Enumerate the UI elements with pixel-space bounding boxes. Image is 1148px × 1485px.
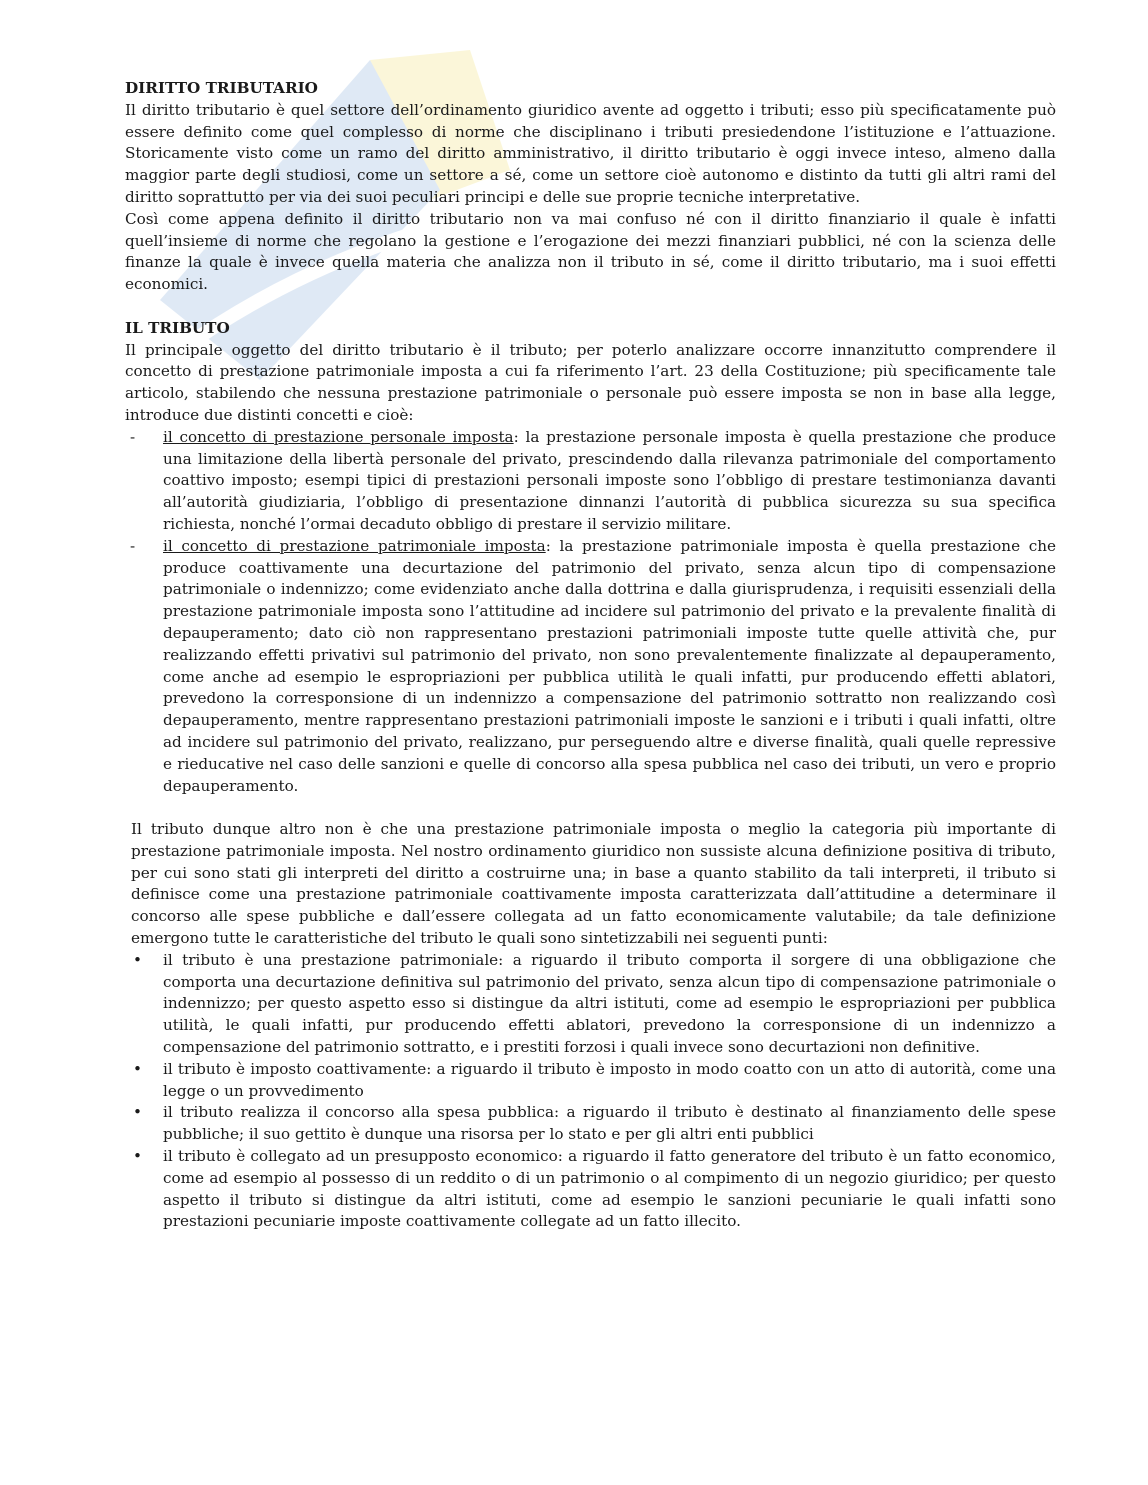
dash-marker: - [130, 427, 136, 446]
section-heading-il-tributo: IL TRIBUTO [125, 318, 230, 337]
list-item-term: il concetto di prestazione patrimoniale imposta [163, 536, 546, 555]
bullet-marker: • [133, 1059, 142, 1078]
list-item-text: il tributo realizza il concorso alla spesa pubblica: a riguardo il tributo è destinato al finanziamento delle spese pubbliche; il suo gettito è dunque una risorsa per lo stato e per gli altri enti pubblici [163, 1103, 1056, 1144]
concept-list [125, 427, 1056, 798]
document-page [125, 78, 1056, 1233]
list-item-text: il tributo è collegato ad un presupposto economico: a riguardo il fatto generatore del tributo è un fatto economico, come ad esempio al possesso di un reddito o di un patrimonio o al compimento di un negozio giuridico; per questo aspetto il tributo si distingue da altri istituti, come ad esempio le sanzioni pecuniarie le quali infatti sono prestazioni pecuniarie imposte coattivamente collegate ad un fatto illecito. [163, 1147, 1056, 1231]
spacer [125, 797, 1056, 819]
list-item [131, 1059, 1056, 1103]
section-heading-diritto-tributario: DIRITTO TRIBUTARIO [125, 79, 318, 97]
list-item [131, 1146, 1056, 1233]
spacer [125, 296, 1056, 318]
list-item [131, 950, 1056, 1059]
dash-marker: - [130, 536, 136, 555]
section-characteristics [125, 819, 1056, 1233]
list-item-text: : la prestazione personale imposta è quella prestazione che produce una limitazione della libertà personale del privato, prescindendo dalla rilevanza patrimoniale del comportamento coattivo imposto; esempi tipici di prestazioni personali imposte sono l’obbligo di prestare testimonianza davanti all’autorità giudiziaria, l’obbligo di presentazione dinnanzi l’autorità di pubblica sicurezza su sua specifica richiesta, nonché l’ormai decaduto obbligo di prestare il servizio militare. [163, 427, 1056, 533]
paragraph-tributo-definition: Il tributo dunque altro non è che una prestazione patrimoniale imposta o meglio la categoria più importante di prestazione patrimoniale imposta. Nel nostro ordinamento giuridico non sussiste alcuna definizione positiva di tributo, per cui sono stati gli interpreti del diritto a costruirne una; in base a quanto stabilito da tali interpreti, il tributo si definisce come una prestazione patrimoniale coattivamente imposta caratterizzata dall’attitudine a determinare il concorso alle spese pubbliche e dall’essere collegata ad un fatto economicamente valutabile; da tale definizione emergono tutte le caratteristiche del tributo le quali sono sintetizzabili nei seguenti punti: [131, 820, 1056, 948]
characteristics-list [131, 950, 1056, 1233]
bullet-marker: • [133, 950, 142, 969]
bullet-marker: • [133, 1147, 142, 1166]
list-item [125, 427, 1056, 536]
bullet-marker: • [133, 1103, 142, 1122]
list-item-text: il tributo è una prestazione patrimoniale: a riguardo il tributo comporta il sorgere di una obbligazione che comporta una decurtazione definitiva sul patrimonio del privato, senza alcun tipo di compensazione patrimoniale o indennizzo; per questo aspetto esso si distingue da altri istituti, come ad esempio le espropriazioni per pubblica utilità, le quali infatti, pur producendo effetti ablatori, prevedono la corresponsione di un indennizzo a compensazione del patrimonio sottratto, e i prestiti forzosi i quali invece sono decurtazioni non definitive. [163, 950, 1056, 1057]
paragraph-tributo-intro: Il principale oggetto del diritto tributario è il tributo; per poterlo analizzare occorre innanzitutto comprendere il concetto di prestazione patrimoniale imposta a cui fa riferimento l’art. 23 della Costituzione; più specificamente tale articolo, stabilendo che nessuna prestazione patrimoniale o personale può essere imposta se non in base alla legge, introduce due distinti concetti e cioè: [125, 340, 1056, 424]
list-item-term: il concetto di prestazione personale imposta [163, 427, 514, 446]
list-item-text: il tributo è imposto coattivamente: a riguardo il tributo è imposto in modo coatto con un atto di autorità, come una legge o un provvedimento [163, 1059, 1056, 1100]
list-item [131, 1102, 1056, 1146]
list-item-text: : la prestazione patrimoniale imposta è quella prestazione che produce coattivamente una decurtazione del patrimonio del privato, senza alcun tipo di compensazione patrimoniale o indennizzo; come evidenziato anche dalla dottrina e dalla giurisprudenza, i requisiti essenziali della prestazione patrimoniale imposta sono l’attitudine ad incidere sul patrimonio del privato e la prevalente finalità di depauperamento; dato ciò non rappresentano prestazioni patrimoniali imposte tutte quelle attività che, pur realizzando effetti privativi sul patrimonio del privato, non sono prevalentemente finalizzate al depauperamento, come anche ad esempio le espropriazioni per pubblica utilità le quali infatti, pur producendo effetti ablatori, prevedono la corresponsione di un indennizzo a compensazione del patrimonio sottratto non realizzando così depauperamento, mentre rappresentano prestazioni patrimoniali imposte le sanzioni e i tributi i quali infatti, oltre ad incidere sul patrimonio del privato, realizzano, pur perseguendo altre e diverse finalità, quali quelle repressive e rieducative nel caso delle sanzioni e quelle di concorso alla spesa pubblica nel caso dei tributi, un vero e proprio depauperamento. [163, 536, 1056, 795]
paragraph-distinction: Così come appena definito il diritto tributario non va mai confuso né con il diritto finanziario il quale è infatti quell’insieme di norme che regolano la gestione e l’erogazione dei mezzi finanziari pubblici, né con la scienza delle finanze la quale è invece quella materia che analizza non il tributo in sé, come il diritto tributario, ma i suoi effetti economici. [125, 209, 1056, 294]
list-item [125, 536, 1056, 798]
paragraph-definition: Il diritto tributario è quel settore dell’ordinamento giuridico avente ad oggetto i tributi; esso più specificatamente può essere definito come quel complesso di norme che disciplinano i tributi presiedendone l’istituzione e l’attuazione. Storicamente visto come un ramo del diritto amministrativo, il diritto tributario è oggi invece inteso, almeno dalla maggior parte degli studiosi, come un settore a sé, come un settore cioè autonomo e distinto da tutti gli altri rami del diritto soprattutto per via dei suoi peculiari principi e delle sue proprie tecniche interpretative. [125, 100, 1056, 206]
